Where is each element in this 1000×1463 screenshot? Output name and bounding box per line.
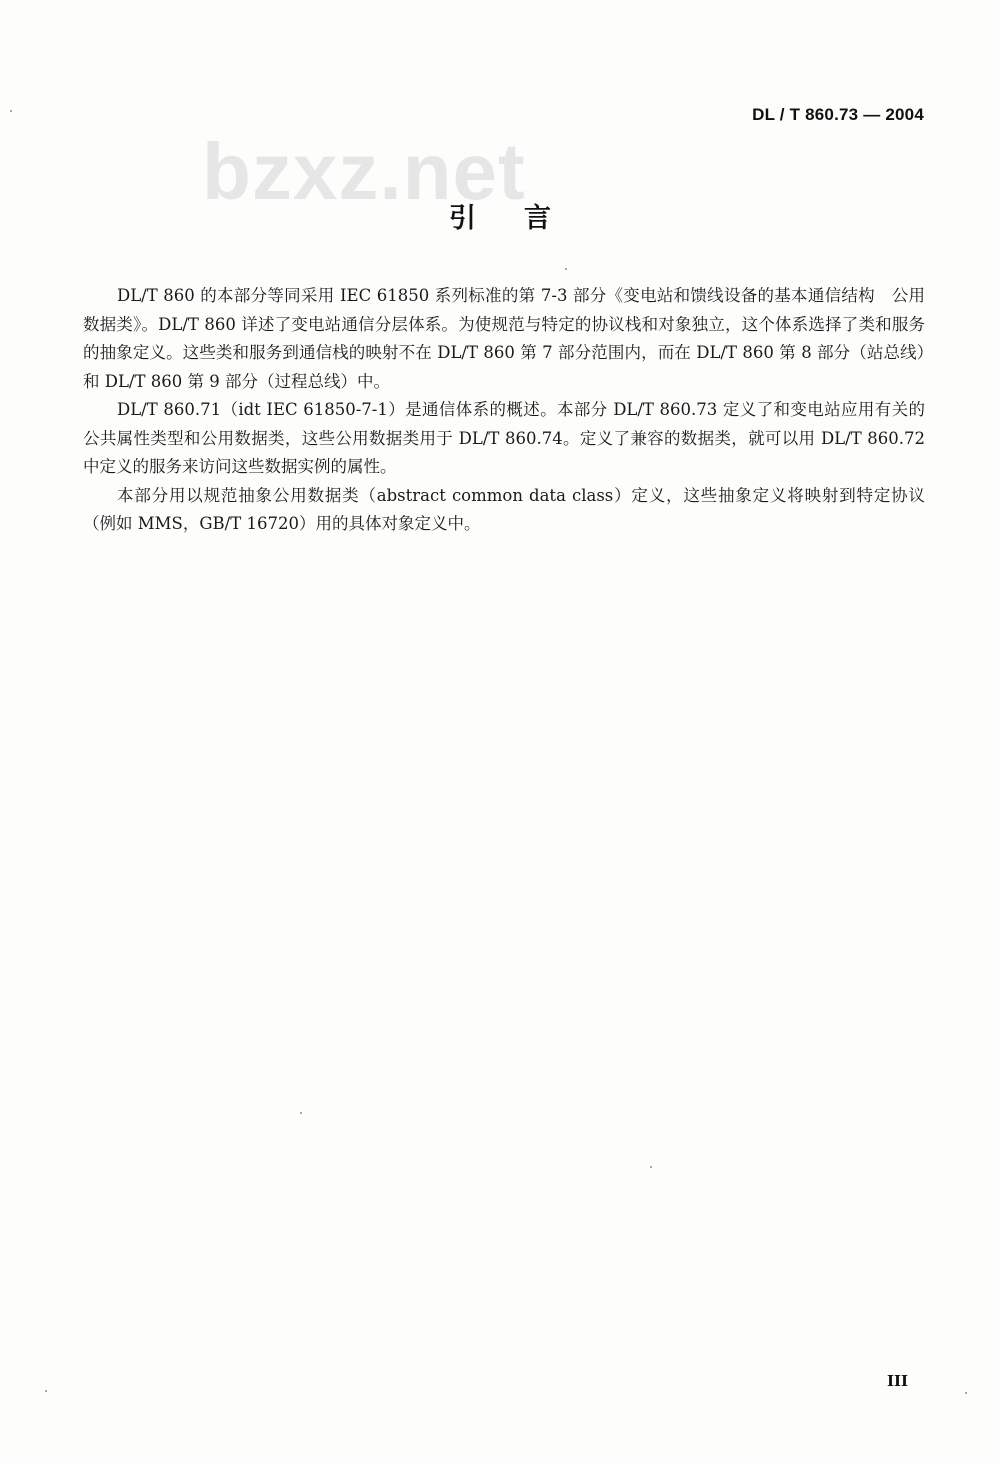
scan-speck: [565, 268, 567, 270]
paragraph-1: DL/T 860 的本部分等同采用 IEC 61850 系列标准的第 7-3 部分《变电站和馈线设备的基本通信结构 公用数据类》。DL/T 860 详述了变电站通信分层体系。为使规范与特定的协议栈和对象独立，这个体系选择了类和服务的抽象定义。这些类和服务到通信栈的映射不在 DL/T 860 第 7 部分范围内，而在 DL/T 860 第 8 部分（站总线）和 DL/T 860 第 9 部分（过程总线）中。: [83, 286, 925, 391]
paragraph-2: DL/T 860.71（idt IEC 61850-7-1）是通信体系的概述。本部分 DL/T 860.73 定义了和变电站应用有关的公共属性类型和公用数据类，这些公用数据类用于 DL/T 860.74。定义了兼容的数据类，就可以用 DL/T 860.72 中定义的服务来访问这些数据实例的属性。: [83, 400, 925, 476]
paragraph-3: 本部分用以规范抽象公用数据类（abstract common data class）定义，这些抽象定义将映射到特定协议（例如 MMS，GB/T 16720）用的具体对象定义中。: [83, 485, 925, 533]
scan-speck: [650, 1166, 652, 1168]
scan-speck: [300, 1112, 302, 1114]
page-title: 引言: [449, 203, 599, 234]
standard-code-header: DL / T 860.73 — 2004: [752, 105, 924, 124]
scan-speck: [45, 1390, 47, 1392]
scan-speck: [10, 110, 12, 112]
scan-speck: [965, 1392, 967, 1394]
watermark: bzxz.net: [202, 127, 526, 216]
page-number: III: [886, 1372, 908, 1390]
body-content: [83, 282, 925, 539]
